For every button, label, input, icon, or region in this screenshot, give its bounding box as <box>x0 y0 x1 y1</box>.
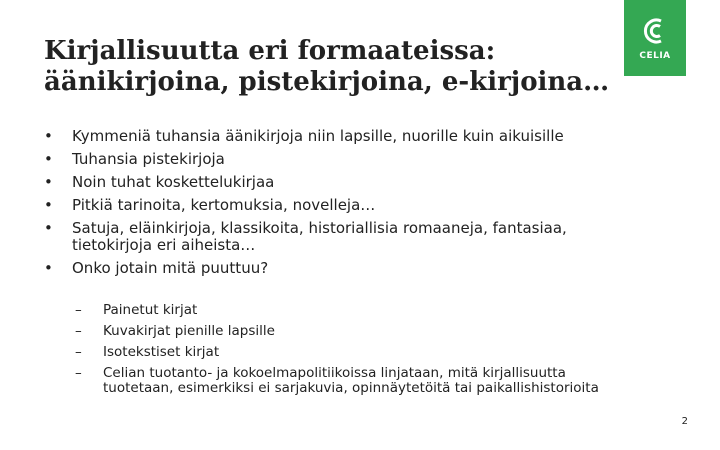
sub-list-item <box>75 345 620 360</box>
slide-title-line-2: äänikirjoina, pistekirjoina, e-kirjoina… <box>44 67 610 97</box>
slide-title <box>44 36 610 98</box>
sub-bullet-list <box>75 303 620 396</box>
bullet-mark: • <box>44 150 53 168</box>
sub-list-item <box>75 366 620 396</box>
bullet-mark: • <box>44 196 53 214</box>
sub-bullet-text: Isotekstiset kirjat <box>103 344 220 360</box>
dash-mark: – <box>75 365 82 381</box>
page-number: 2 <box>681 416 688 427</box>
bullet-text: Pitkiä tarinoita, kertomuksia, novelleja… <box>72 196 376 214</box>
bullet-text: Kymmeniä tuhansia äänikirjoja niin lapsille, nuorille kuin aikuisille <box>72 127 564 145</box>
bullet-mark: • <box>44 127 53 145</box>
bullet-list <box>44 128 604 277</box>
dash-mark: – <box>75 302 82 318</box>
list-item <box>44 151 604 168</box>
list-item <box>44 197 604 214</box>
sub-bullet-text: Kuvakirjat pienille lapsille <box>103 323 275 339</box>
bullet-mark: • <box>44 259 53 277</box>
bullet-text: Tuhansia pistekirjoja <box>72 150 225 168</box>
sub-bullet-text: Painetut kirjat <box>103 302 198 318</box>
dash-mark: – <box>75 344 82 360</box>
bullet-mark: • <box>44 173 53 191</box>
sub-list-item <box>75 324 620 339</box>
logo-text: CELIA <box>639 51 671 61</box>
list-item <box>44 174 604 191</box>
sub-bullet-text: Celian tuotanto- ja kokoelmapolitiikoissa linjataan, mitä kirjallisuutta tuotetaan, esimerkiksi ei sarjakuvia, opinnäytetöitä tai paikallishistorioita <box>103 365 599 396</box>
dash-mark: – <box>75 323 82 339</box>
list-item <box>44 128 604 145</box>
slide-title-line-1: Kirjallisuutta eri formaateissa: <box>44 36 496 66</box>
celia-logo <box>624 0 686 76</box>
bullet-text: Noin tuhat koskettelukirjaa <box>72 173 275 191</box>
sub-list-item <box>75 303 620 318</box>
bullet-text: Satuja, eläinkirjoja, klassikoita, historiallisia romaaneja, fantasiaa, tietokirjoja eri aiheista… <box>72 219 567 254</box>
list-item <box>44 220 604 254</box>
bullet-text: Onko jotain mitä puuttuu? <box>72 259 269 277</box>
celia-logo-icon <box>639 16 671 46</box>
list-item <box>44 260 604 277</box>
bullet-mark: • <box>44 219 53 237</box>
